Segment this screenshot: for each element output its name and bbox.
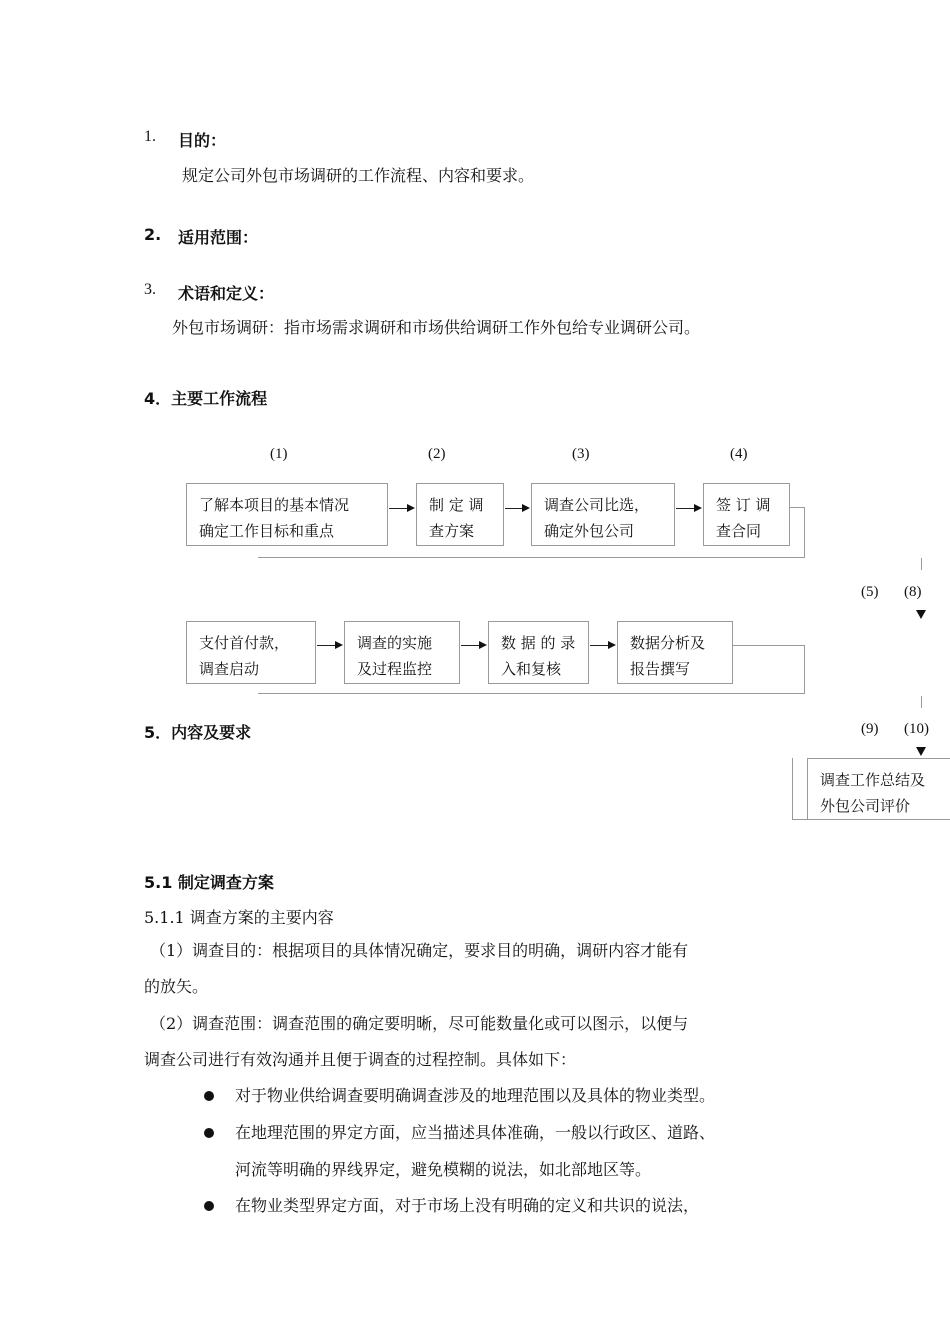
subsection-5-1-title: 5.1 制定调查方案 bbox=[144, 873, 274, 892]
flow-box-text: 确定工作目标和重点 bbox=[199, 522, 335, 540]
flow-connector bbox=[733, 645, 804, 646]
section-2-title: 适用范围： bbox=[178, 228, 259, 247]
flow-box-sign-contract bbox=[703, 483, 790, 546]
section-3-body: 外包市场调研：指市场需求调研和市场供给调研工作外包给专业调研公司。 bbox=[172, 318, 701, 337]
paragraph-scope-line-1: （2）调查范围：调查范围的确定要明晰，尽可能数量化或可以图示，以便与 bbox=[150, 1014, 689, 1033]
flow-arrow bbox=[389, 508, 413, 509]
flow-box-select-company bbox=[531, 483, 675, 546]
flow-arrow bbox=[317, 645, 341, 646]
flow-box-text: 及过程监控 bbox=[357, 660, 433, 678]
flow-box-make-plan bbox=[416, 483, 504, 546]
section-4-title: 4．主要工作流程 bbox=[144, 389, 268, 408]
flow-box-text: 报告撰写 bbox=[630, 660, 691, 678]
section-3-title: 术语和定义： bbox=[178, 284, 275, 303]
flow-arrow bbox=[461, 645, 485, 646]
paragraph-purpose-line-1: （1）调查目的：根据项目的具体情况确定，要求目的明确，调研内容才能有 bbox=[150, 941, 689, 960]
section-1-body: 规定公司外包市场调研的工作流程、内容和要求。 bbox=[182, 166, 535, 185]
section-3-number: 3. bbox=[144, 281, 156, 298]
flow-box-text: 数 据 的 录 bbox=[501, 634, 576, 652]
bullet-dot-icon bbox=[204, 1128, 214, 1138]
flow-box-analysis bbox=[617, 621, 733, 684]
paragraph-scope-line-2: 调查公司进行有效沟通并且便于调查的过程控制。具体如下： bbox=[144, 1050, 577, 1069]
flow-connector bbox=[921, 696, 922, 708]
flow-box-payment bbox=[186, 621, 316, 684]
bullet-item-3: 在物业类型界定方面，对于市场上没有明确的定义和共识的说法， bbox=[235, 1196, 700, 1215]
step-label-3: (3) bbox=[572, 446, 590, 462]
flow-connector bbox=[258, 557, 805, 558]
flow-box-text: 制 定 调 bbox=[429, 496, 484, 514]
step-label-4: (4) bbox=[730, 446, 748, 462]
flow-box-text: 数据分析及 bbox=[630, 634, 706, 652]
bullet-item-2-line-2: 河流等明确的界线界定，避免模糊的说法，如北部地区等。 bbox=[235, 1160, 652, 1179]
step-label-2: (2) bbox=[428, 446, 446, 462]
flow-box-understand-project bbox=[186, 483, 388, 546]
flow-box-text: 外包公司评价 bbox=[820, 797, 911, 815]
flow-box-text: 查方案 bbox=[429, 522, 475, 540]
flow-box-summary bbox=[807, 758, 950, 820]
bullet-item-1: 对于物业供给调查要明确调查涉及的地理范围以及具体的物业类型。 bbox=[235, 1086, 716, 1105]
flow-box-text: 支付首付款， bbox=[199, 634, 290, 652]
flow-connector bbox=[804, 507, 805, 558]
flow-connector bbox=[258, 693, 805, 694]
arrow-down-icon bbox=[916, 747, 926, 756]
flow-arrow bbox=[505, 508, 528, 509]
flow-box-text: 签 订 调 bbox=[716, 496, 771, 514]
bullet-dot-icon bbox=[204, 1201, 214, 1211]
step-label-10: (10) bbox=[904, 721, 929, 737]
flow-box-text: 调查工作总结及 bbox=[820, 771, 926, 789]
step-label-5: (5) bbox=[861, 584, 879, 600]
flow-connector bbox=[921, 558, 922, 570]
flow-box-implementation bbox=[344, 621, 460, 684]
section-1-title: 目的： bbox=[178, 131, 227, 150]
flow-box-text: 调查的实施 bbox=[357, 634, 433, 652]
flow-box-text: 入和复核 bbox=[501, 660, 562, 678]
flow-arrow bbox=[676, 508, 700, 509]
flow-box-text: 查合同 bbox=[716, 522, 762, 540]
flow-box-data-entry bbox=[488, 621, 589, 684]
subsection-5-1-1-heading: 5.1.1 调查方案的主要内容 bbox=[144, 908, 334, 927]
paragraph-purpose-line-2: 的放矢。 bbox=[144, 977, 209, 996]
flow-box-text: 调查启动 bbox=[199, 660, 260, 678]
flow-arrow bbox=[590, 645, 614, 646]
flow-connector bbox=[790, 507, 804, 508]
step-label-1: (1) bbox=[270, 446, 288, 462]
bullet-item-2-line-1: 在地理范围的界定方面，应当描述具体准确，一般以行政区、道路、 bbox=[235, 1123, 716, 1142]
flow-connector bbox=[804, 645, 805, 694]
flow-box-text: 了解本项目的基本情况 bbox=[199, 496, 350, 514]
section-1-number: 1. bbox=[144, 128, 156, 145]
flow-box-text: 调查公司比选， bbox=[544, 496, 650, 514]
flow-box-text: 确定外包公司 bbox=[544, 522, 635, 540]
section-2-number: 2. bbox=[144, 225, 162, 244]
flow-box-edge bbox=[792, 819, 808, 820]
bullet-dot-icon bbox=[204, 1091, 214, 1101]
flow-box-edge bbox=[792, 758, 793, 820]
section-5-title: 5．内容及要求 bbox=[144, 723, 252, 742]
step-label-9: (9) bbox=[861, 721, 879, 737]
step-label-8: (8) bbox=[904, 584, 922, 600]
arrow-down-icon bbox=[916, 610, 926, 619]
